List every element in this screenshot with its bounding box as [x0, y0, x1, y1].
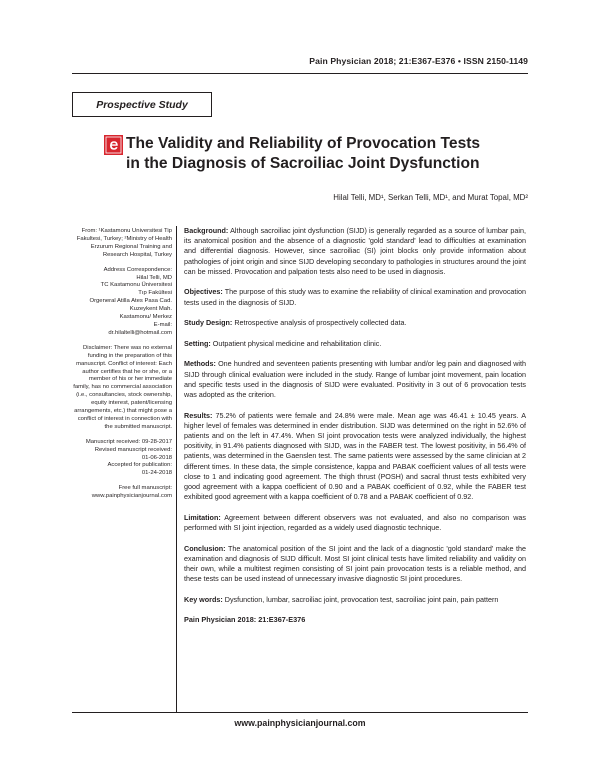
free-manuscript — [72, 485, 172, 501]
abstract-design — [184, 318, 526, 328]
keywords-label: Key words: — [184, 594, 223, 604]
address-line: Kastamonu/ Merkez — [119, 314, 172, 321]
setting-text: Outpatient physical medicine and rehabilitation clinic. — [212, 338, 382, 348]
disclaimer: Disclaimer: There was no external funding in the preparation of this manuscript. Conflict of interest: Each author certifies that he or she, or a member of his or her immediate family, has no commercial association (i.e., consultancies, stock ownership, equity interest, patent/licensing arrangements, etc.) that might pose a conflict of interest in connection with the submitted manuscript. — [73, 344, 172, 430]
background-label: Background: — [184, 226, 229, 235]
address-line: Tıp Fakültesi — [138, 290, 172, 297]
background-text: Although sacroiliac joint dysfunction (SIJD) is generally regarded as a source of lumbar pain, its anatomical position and the absence of a diagnostic 'gold standard' lead to difficulties at examination and differential diagnosis. However, since sacroiliac (SI) joint blocks only provide information about pathologies of joint origin and since SIJD developing secondary to pathologies in structures around the joint can be missed. Provocation and palpation tests also need to be used in diagnosis. — [184, 226, 526, 276]
limitation-text: Agreement between different observers was not evaluated, and also no comparison was performed with SI joint injection, regarded as a widely used diagnostic technique. — [184, 512, 526, 533]
study-type-label: Prospective Study — [96, 98, 188, 111]
date-line: 01-24-2018 — [141, 470, 172, 477]
email-link[interactable]: dr.hilaltelli@hotmail.com — [108, 329, 172, 336]
results-label: Results: — [184, 410, 213, 420]
date-line: Revised manuscript received: — [94, 446, 172, 453]
study-type-box — [72, 92, 212, 117]
address-line: Orgeneral Atilla Ates Pasa Cad. — [89, 298, 172, 305]
conclusion-text: The anatomical position of the SI joint and the lack of a diagnostic 'gold standard' make the examination and diagnosis of SIJD difficult. Most SI joint clinical tests have limited reliability and validity on their own, while a multitest regimen consisting of SI joint pain provocation tests is a reliable method, and these tests can be used instead of unnecessary invasive diagnostic SI joint procedures. — [184, 543, 526, 584]
free-manuscript-link[interactable]: www.painphysicianjournal.com — [91, 493, 172, 500]
journal-header: Pain Physician 2018; 21:E367-E376 • ISSN 2150-1149 — [309, 56, 528, 66]
sidebar — [72, 228, 172, 508]
affiliations: From: ¹Kastamonu Universitesi Tip Fakultesi, Turkey; ²Ministry of Health Erzurum Regional Training and Research Hospital, Turkey — [76, 228, 172, 258]
date-line: 01-06-2018 — [141, 454, 172, 461]
abstract-background — [184, 226, 526, 277]
abstract-limitation — [184, 513, 526, 533]
address-line: TC Kastamonu Üniversitesi — [100, 282, 172, 289]
abstract-methods — [184, 359, 526, 400]
objectives-text: The purpose of this study was to examine the reliability of clinical examination and provocation tests used in the diagnosis of SIJD. — [184, 287, 526, 307]
conclusion-label: Conclusion: — [184, 543, 226, 553]
abstract-keywords — [184, 595, 526, 605]
results-text: 75.2% of patients were female and 24.8% were male. Mean age was 46.41 ± 10.45 years. A higher level of females was determined in ender distribution. SIJD was determined on the right in 52.6% of patients and on the left in 47.4%. When SI joint provocation tests were analyzed individually, the highest positivity, in 91.4% patients diagnosed with SIJD, was in the FABER test. The lowest positivity, in 56.4% of patients, was determined in the Gaenslen test. The same patients were assessed by the same clinician at 2 different times. In these data, the simple consistence, kappa and PABAK coefficient values of all tests were close to 1 and indicating good agreement. The thigh thrust (POSH) and sacral thrust tests exhibited very good agreement with a kappa coefficient of 0.90 and a PABAK coefficient of 0.92, while the FABER test exhibited good agreement with a kappa coefficient of 0.78 and a PABAK coefficient of 0.92. — [184, 410, 526, 502]
title-line-2: in the Diagnosis of Sacroiliac Joint Dysfunction — [126, 155, 480, 172]
epub-e-icon — [104, 135, 123, 155]
address-line: Address Correspondence: — [103, 266, 172, 273]
address-line: E-mail: — [153, 321, 172, 328]
correspondence-address — [72, 267, 172, 338]
methods-text: One hundred and seventeen patients presenting with lumbar and/or leg pain and diagnosed with SIJD through clinical evaluation were included in the study. Range of lumbar joint movement, pain location and specific tests used in the diagnosis of SIJD were evaluated. Positivity in 3 out of 6 provocation tests was adopted as the criterion. — [184, 359, 526, 399]
methods-label: Methods: — [184, 359, 216, 369]
keywords-text: Dysfunction, lumbar, sacroiliac joint, provocation test, sacroiliac joint pain, pain pattern — [224, 594, 499, 604]
author-list: Hilal Telli, MD¹, Serkan Telli, MD¹, and Murat Topal, MD² — [333, 193, 528, 202]
column-divider — [176, 226, 177, 712]
limitation-label: Limitation: — [184, 512, 221, 522]
bottom-rule — [72, 712, 528, 713]
abstract-setting — [184, 339, 526, 349]
top-rule — [72, 73, 528, 74]
setting-label: Setting: — [184, 338, 211, 348]
date-line: Manuscript received: 09-28-2017 — [85, 438, 172, 445]
article-title — [126, 134, 536, 174]
address-line: Hilal Telli, MD — [136, 274, 172, 281]
design-text: Retrospective analysis of prospectively collected data. — [234, 318, 407, 328]
abstract-results — [184, 411, 526, 503]
date-line: Accepted for publication: — [107, 462, 172, 469]
address-line: Kuzeykent Mah. — [129, 306, 172, 313]
abstract-objectives — [184, 287, 526, 307]
abstract — [184, 226, 526, 636]
abstract-conclusion — [184, 544, 526, 585]
manuscript-dates — [72, 439, 172, 479]
journal-url[interactable]: www.painphysicianjournal.com — [234, 718, 366, 728]
free-manuscript-label: Free full manuscript: — [118, 485, 172, 492]
design-label: Study Design: — [184, 318, 233, 328]
objectives-label: Objectives: — [184, 287, 223, 297]
citation: Pain Physician 2018: 21:E367-E376 — [184, 615, 306, 625]
title-line-1: The Validity and Reliability of Provocation Tests — [126, 135, 481, 152]
